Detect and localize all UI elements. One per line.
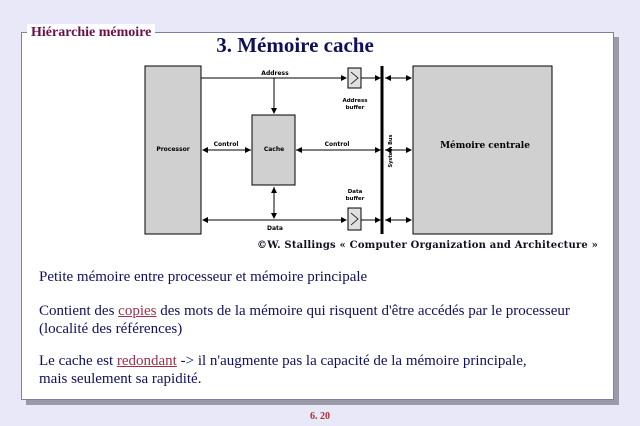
credit-caption: ©W. Stallings « Computer Organization and Architecture »	[257, 240, 599, 251]
address-buffer-box	[348, 68, 361, 88]
slide-title: 3. Mémoire cache	[216, 33, 374, 57]
address-label: Address	[261, 70, 289, 77]
redondant-link[interactable]: redondant	[116, 353, 177, 369]
paragraph-2: Contient des copies des mots de la mémoire qui risquent d'être accédés par le processeur (localité des références)	[39, 303, 570, 337]
paragraph-3: Le cache est redondant -> il n'augmente pas la capacité de la mémoire principale, mais seulement sa rapidité.	[39, 353, 527, 387]
main-memory-label: Mémoire centrale	[440, 141, 530, 151]
data-label: Data	[267, 225, 283, 232]
copies-link[interactable]: copies	[118, 303, 157, 319]
system-bus-label: System Bus	[388, 134, 394, 168]
address-buffer-label-1: Address	[342, 98, 368, 104]
page-number: 6. 20	[310, 411, 330, 422]
control-right-label: Control	[324, 141, 350, 148]
data-buffer-box	[348, 208, 361, 230]
section-tag: Hiérarchie mémoire	[27, 24, 155, 42]
control-left-label: Control	[213, 141, 239, 148]
data-buffer-label-1: Data	[347, 189, 363, 195]
address-buffer-label-2: buffer	[345, 105, 365, 111]
cache-label: Cache	[263, 146, 285, 153]
data-buffer-label-2: buffer	[345, 196, 365, 202]
processor-label: Processor	[156, 146, 190, 153]
paragraph-1: Petite mémoire entre processeur et mémoire principale	[39, 269, 368, 285]
